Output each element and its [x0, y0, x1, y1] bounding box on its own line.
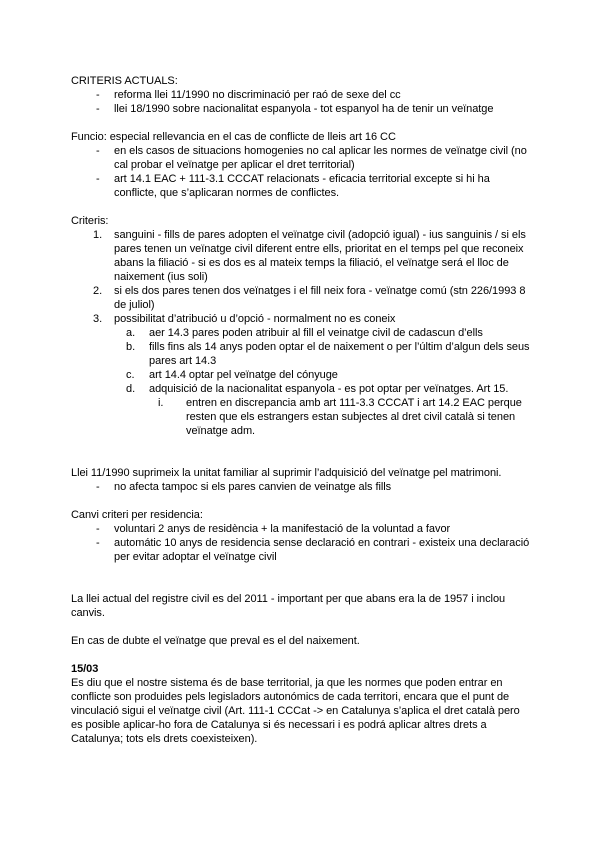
list-number-marker: 3. — [93, 313, 103, 325]
bullet-marker: - — [96, 173, 100, 185]
spacer — [71, 494, 533, 508]
paragraph-funcio: Funcio: especial rellevancia en el cas de conflicte de lleis art 16 CC — [71, 131, 396, 143]
bullet-marker: - — [96, 89, 100, 101]
roman-text: entren en discrepancia amb art 111-3.3 CCCAT i art 14.2 EAC perque resten que els estrangers estan subjectes al dret civil català si tenen veïnatge adm. — [186, 397, 522, 437]
lettered-text: art 14.4 optar pel veïnatge del cónyuge — [149, 369, 338, 381]
paragraph-sistema-territorial: Es diu que el nostre sistema és de base territorial, ja que les normes que poden entrar en conflicte son produides pels legisladors autonómics de cada territori, encara que el punt de vinculació sigui el veïnatge civil (Art. 111-1 CCCat -> en Catalunya s’aplica el dret català pero es posible aplicar-ho fora de Catalunya si és necessari i es podrá aplicar altres drets a Catalunya; tots els drets coexisteixen). — [71, 677, 520, 745]
date-heading: 15/03 — [71, 663, 99, 675]
lettered-item — [71, 382, 533, 396]
numbered-item — [71, 284, 533, 312]
bullet-marker: - — [96, 103, 100, 115]
spacer — [71, 438, 533, 466]
spacer — [71, 564, 533, 592]
list-number-marker: 1. — [93, 229, 103, 241]
numbered-text: possibilitat d’atribució u d’opció - normalment no es coneix — [114, 313, 396, 325]
bullet-item — [71, 536, 533, 564]
bullet-text: reforma llei 11/1990 no discriminació per raó de sexe del cc — [114, 89, 401, 101]
list-letter-marker: b. — [126, 341, 136, 353]
paragraph-registre-civil: La llei actual del registre civil es del 2011 - important per que abans era la de 1957 i inclou canvis. — [71, 593, 506, 619]
spacer — [71, 200, 533, 214]
roman-item — [71, 396, 533, 438]
spacer — [71, 116, 533, 130]
bullet-text: en els casos de situacions homogenies no cal aplicar les normes de veïnatge civil (no cal probar el veïnatge per aplicar el dret territorial) — [114, 145, 527, 171]
bullet-item — [71, 102, 533, 116]
section-heading-criteris-actuals: CRITERIS ACTUALS: — [71, 75, 178, 87]
bullet-item — [71, 480, 533, 494]
lettered-text: adquisició de la nacionalitat espanyola - es pot optar per veïnatges. Art 15. — [149, 383, 509, 395]
lettered-item — [71, 326, 533, 340]
bullet-marker: - — [96, 523, 100, 535]
list-number-marker: 2. — [93, 285, 103, 297]
bullet-marker: - — [96, 145, 100, 157]
list-letter-marker: c. — [126, 369, 135, 381]
paragraph-llei-11-1990: Llei 11/1990 suprimeix la unitat familiar al suprimir l’adquisició del veïnatge pel matrimoni. — [71, 467, 502, 479]
bullet-text: automátic 10 anys de residencia sense declaració en contrari - existeix una declaració per evitar adoptar el veïnatge civil — [114, 537, 530, 563]
lettered-text: aer 14.3 pares poden atribuir al fill el veinatge civil de cadascun d’ells — [149, 327, 483, 339]
bullet-item — [71, 172, 533, 200]
bullet-marker: - — [96, 537, 100, 549]
bullet-text: no afecta tampoc si els pares canvien de veinatge als fills — [114, 481, 392, 493]
numbered-item — [71, 312, 533, 326]
bullet-marker: - — [96, 481, 100, 493]
bullet-item — [71, 522, 533, 536]
numbered-text: si els dos pares tenen dos veïnatges i el fill neix fora - veïnatge comú (stn 226/1993 8 de juliol) — [114, 285, 526, 311]
lettered-item — [71, 368, 533, 382]
bullet-text: art 14.1 EAC + 111-3.1 CCCAT relacionats - eficacia territorial excepte si hi ha conflicte, que s’aplicaran normes de conflictes. — [114, 173, 490, 199]
list-roman-marker: i. — [158, 397, 164, 409]
paragraph-en-cas-de-dubte: En cas de dubte el veïnatge que preval es el del naixement. — [71, 635, 360, 647]
numbered-item — [71, 228, 533, 284]
bullet-item — [71, 144, 533, 172]
document-page — [71, 74, 533, 746]
lettered-item — [71, 340, 533, 368]
spacer — [71, 648, 533, 662]
bullet-item — [71, 88, 533, 102]
list-letter-marker: d. — [126, 383, 136, 395]
bullet-text: llei 18/1990 sobre nacionalitat espanyola - tot espanyol ha de tenir un veïnatge — [114, 103, 494, 115]
bullet-text: voluntari 2 anys de residència + la manifestació de la voluntad a favor — [114, 523, 451, 535]
list-letter-marker: a. — [126, 327, 136, 339]
lettered-text: fills fins als 14 anys poden optar el de naixement o per l’últim d’algun dels seus pares art 14.3 — [149, 341, 530, 367]
numbered-text: sanguini - fills de pares adopten el veïnatge civil (adopció igual) - ius sanguinis / si els pares tenen un veïnatge civil diferent entre ells, prioritat en el temps pel que reconeix abans la filiació - si es dos es al mateix temps la filiació, el veïnatge será el lloc de naixement (ius soli) — [114, 229, 526, 283]
spacer — [71, 620, 533, 634]
section-heading-canvi-criteri: Canvi criteri per residencia: — [71, 509, 203, 521]
section-heading-criteris: Criteris: — [71, 215, 109, 227]
